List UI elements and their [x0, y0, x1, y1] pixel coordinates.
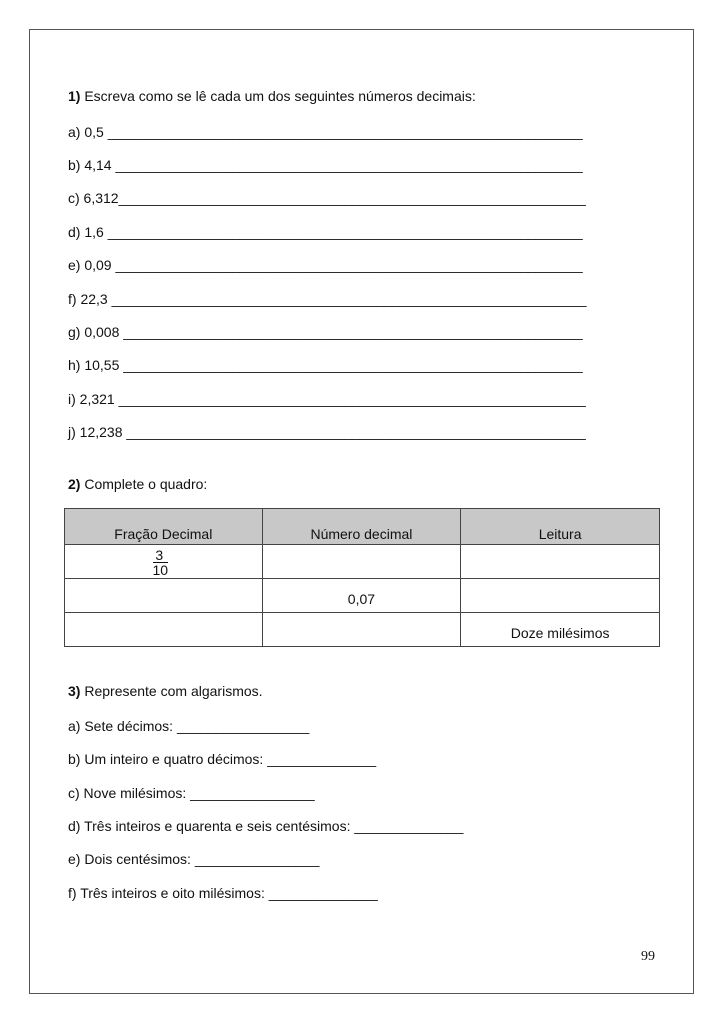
q3-item-f[interactable]: f) Três inteiros e oito milésimos: ______________ — [68, 885, 378, 901]
table-header-row — [65, 509, 660, 545]
cell-decimal[interactable] — [262, 613, 461, 647]
question-1-number: 1) — [68, 88, 81, 104]
q1-item-i[interactable]: i) 2,321 ____________________________________________________________ — [68, 391, 586, 407]
q1-item-b[interactable]: b) 4,14 ____________________________________________________________ — [68, 157, 583, 173]
q1-item-f[interactable]: f) 22,3 _____________________________________________________________ — [68, 291, 587, 307]
question-3-title — [68, 683, 263, 699]
q1-item-c[interactable]: c) 6,312____________________________________________________________ — [68, 190, 586, 206]
q1-item-e[interactable]: e) 0,09 ____________________________________________________________ — [68, 257, 583, 273]
table-row — [65, 613, 660, 647]
q3-item-b[interactable]: b) Um inteiro e quatro décimos: ______________ — [68, 751, 377, 767]
question-3-number: 3) — [68, 683, 81, 699]
cell-reading[interactable] — [461, 579, 660, 613]
table-row — [65, 545, 660, 579]
cell-fraction[interactable] — [65, 545, 263, 579]
q1-item-d[interactable]: d) 1,6 _____________________________________________________________ — [68, 224, 583, 240]
question-1-text: Escreva como se lê cada um dos seguintes números decimais: — [80, 88, 476, 104]
question-2-title — [68, 476, 207, 492]
cell-decimal[interactable]: 0,07 — [262, 579, 461, 613]
header-fracao-decimal: Fração Decimal — [65, 509, 263, 545]
cell-fraction[interactable] — [65, 613, 263, 647]
header-numero-decimal: Número decimal — [262, 509, 461, 545]
header-leitura: Leitura — [461, 509, 660, 545]
page-number: 99 — [641, 949, 655, 964]
q3-item-d[interactable]: d) Três inteiros e quarenta e seis centésimos: ______________ — [68, 818, 464, 834]
q1-item-a[interactable]: a) 0,5 _____________________________________________________________ — [68, 124, 583, 140]
decimal-table — [64, 508, 660, 647]
fraction — [153, 548, 169, 577]
cell-reading[interactable] — [461, 545, 660, 579]
question-2-text: Complete o quadro: — [80, 476, 208, 492]
table-row — [65, 579, 660, 613]
fraction-denominator: 10 — [152, 562, 169, 578]
q3-item-c[interactable]: c) Nove milésimos: ________________ — [68, 785, 315, 801]
cell-decimal[interactable] — [262, 545, 461, 579]
question-3-text: Represente com algarismos. — [80, 683, 263, 699]
q1-item-g[interactable]: g) 0,008 ___________________________________________________________ — [68, 324, 583, 340]
fraction-numerator: 3 — [153, 548, 169, 563]
question-2-number: 2) — [68, 476, 81, 492]
cell-reading[interactable]: Doze milésimos — [461, 613, 660, 647]
q1-item-h[interactable]: h) 10,55 ___________________________________________________________ — [68, 357, 583, 373]
question-1-title — [68, 88, 476, 104]
q3-item-e[interactable]: e) Dois centésimos: ________________ — [68, 851, 320, 867]
cell-fraction[interactable] — [65, 579, 263, 613]
q3-item-a[interactable]: a) Sete décimos: _________________ — [68, 718, 310, 734]
q1-item-j[interactable]: j) 12,238 ___________________________________________________________ — [68, 424, 586, 440]
